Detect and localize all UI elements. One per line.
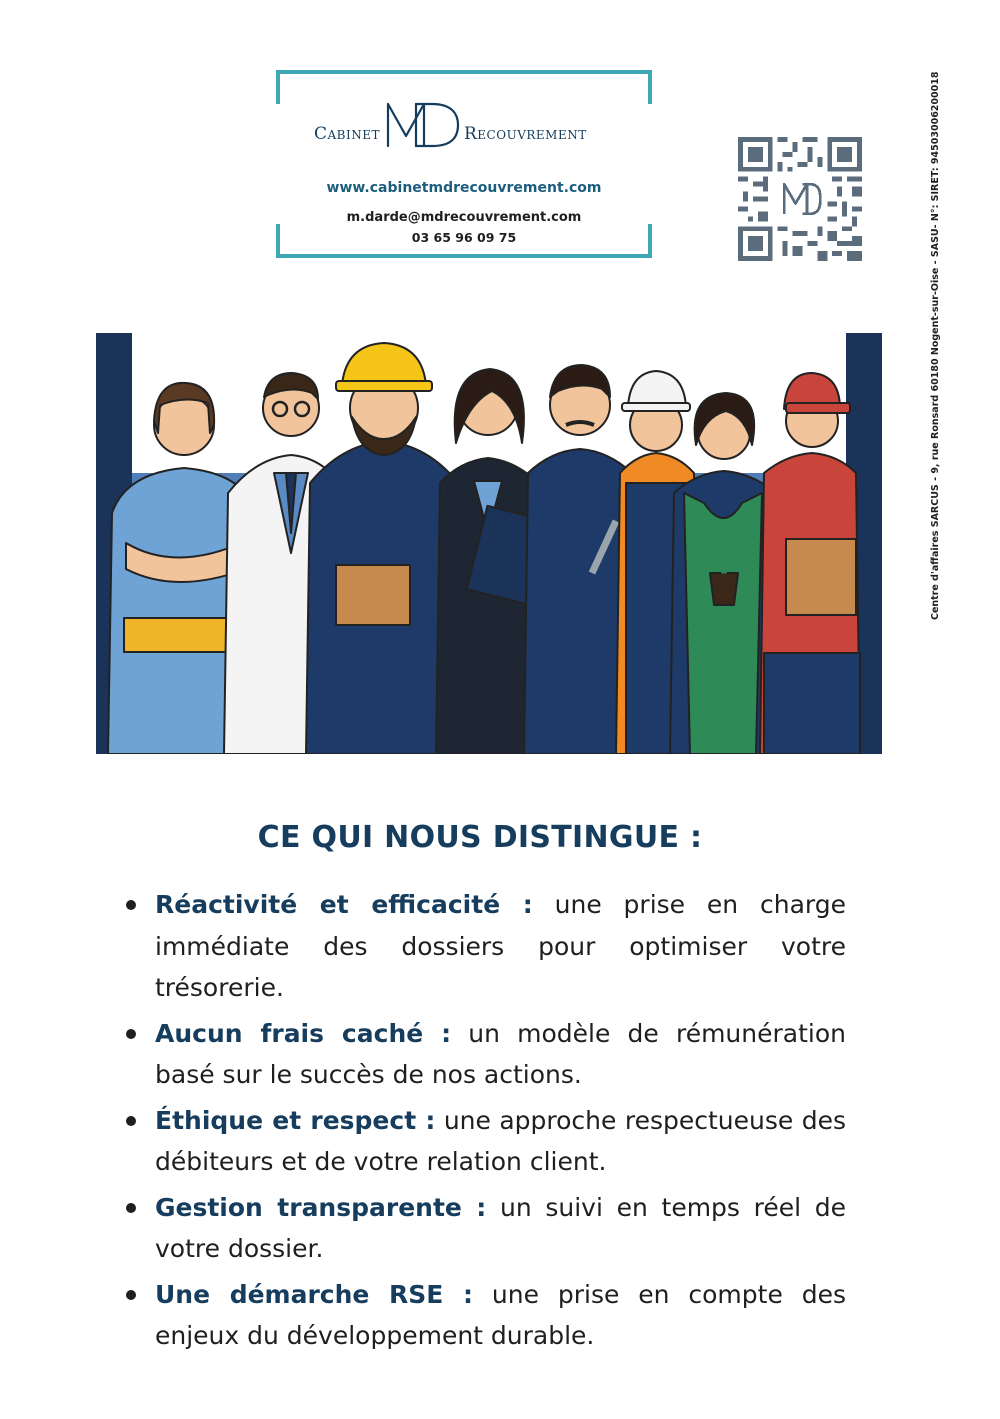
bullet-icon: [126, 1029, 136, 1039]
feature-text: [155, 1100, 846, 1183]
feature-text: [155, 1274, 846, 1357]
company-logo: [276, 96, 652, 152]
feature-description: une prise en compte des enjeux du développement durable.: [155, 1279, 847, 1350]
md-monogram-icon: [382, 96, 462, 152]
company-legal-info: Centre d'affaires SARCUS - 9, rue Ronsard 60180 Nogent-sur-Oise - SASU- N°: SIRET: 94503006200018: [930, 71, 941, 620]
list-item: [120, 1013, 846, 1096]
list-item: [120, 884, 846, 1009]
workers-illustration: [96, 333, 882, 754]
qr-code-icon[interactable]: [738, 137, 862, 261]
bullet-icon: [126, 1116, 136, 1126]
phone-number[interactable]: 03 65 96 09 75: [411, 230, 517, 245]
feature-label: Aucun frais caché :: [155, 1018, 452, 1048]
feature-label: Gestion transparente :: [155, 1192, 487, 1222]
feature-text: [155, 1013, 846, 1096]
feature-label: Réactivité et efficacité :: [155, 890, 533, 919]
frame-bottom: [276, 254, 652, 258]
feature-label: Éthique et respect :: [155, 1105, 436, 1135]
feature-description: un suivi en temps réel de votre dossier.: [155, 1192, 846, 1263]
feature-label: Une démarche RSE :: [155, 1279, 474, 1309]
bullet-icon: [126, 1203, 136, 1213]
list-item: [120, 1100, 846, 1183]
feature-description: une approche respectueuse des débiteurs et de votre relation client.: [155, 1105, 846, 1176]
bullet-icon: [126, 900, 136, 910]
brand-header: [276, 70, 652, 258]
frame-top: [276, 70, 652, 74]
feature-text: [155, 1187, 846, 1270]
logo-word-recouvrement: Recouvrement: [464, 124, 587, 144]
list-item: [120, 1187, 846, 1270]
features-list: [120, 884, 846, 1361]
feature-text: [155, 884, 846, 1009]
list-item: [120, 1274, 846, 1357]
email-link[interactable]: m.darde@mdrecouvrement.com: [346, 210, 582, 225]
bullet-icon: [126, 1290, 136, 1300]
section-heading: CE QUI NOUS DISTINGUE :: [257, 820, 703, 856]
feature-description: un modèle de rémunération basé sur le succès de nos actions.: [155, 1018, 846, 1089]
logo-word-cabinet: Cabinet: [314, 124, 380, 144]
website-link[interactable]: www.cabinetmdrecouvrement.com: [326, 180, 602, 196]
feature-description: une prise en charge immédiate des dossiers pour optimiser votre trésorerie.: [155, 890, 846, 1002]
